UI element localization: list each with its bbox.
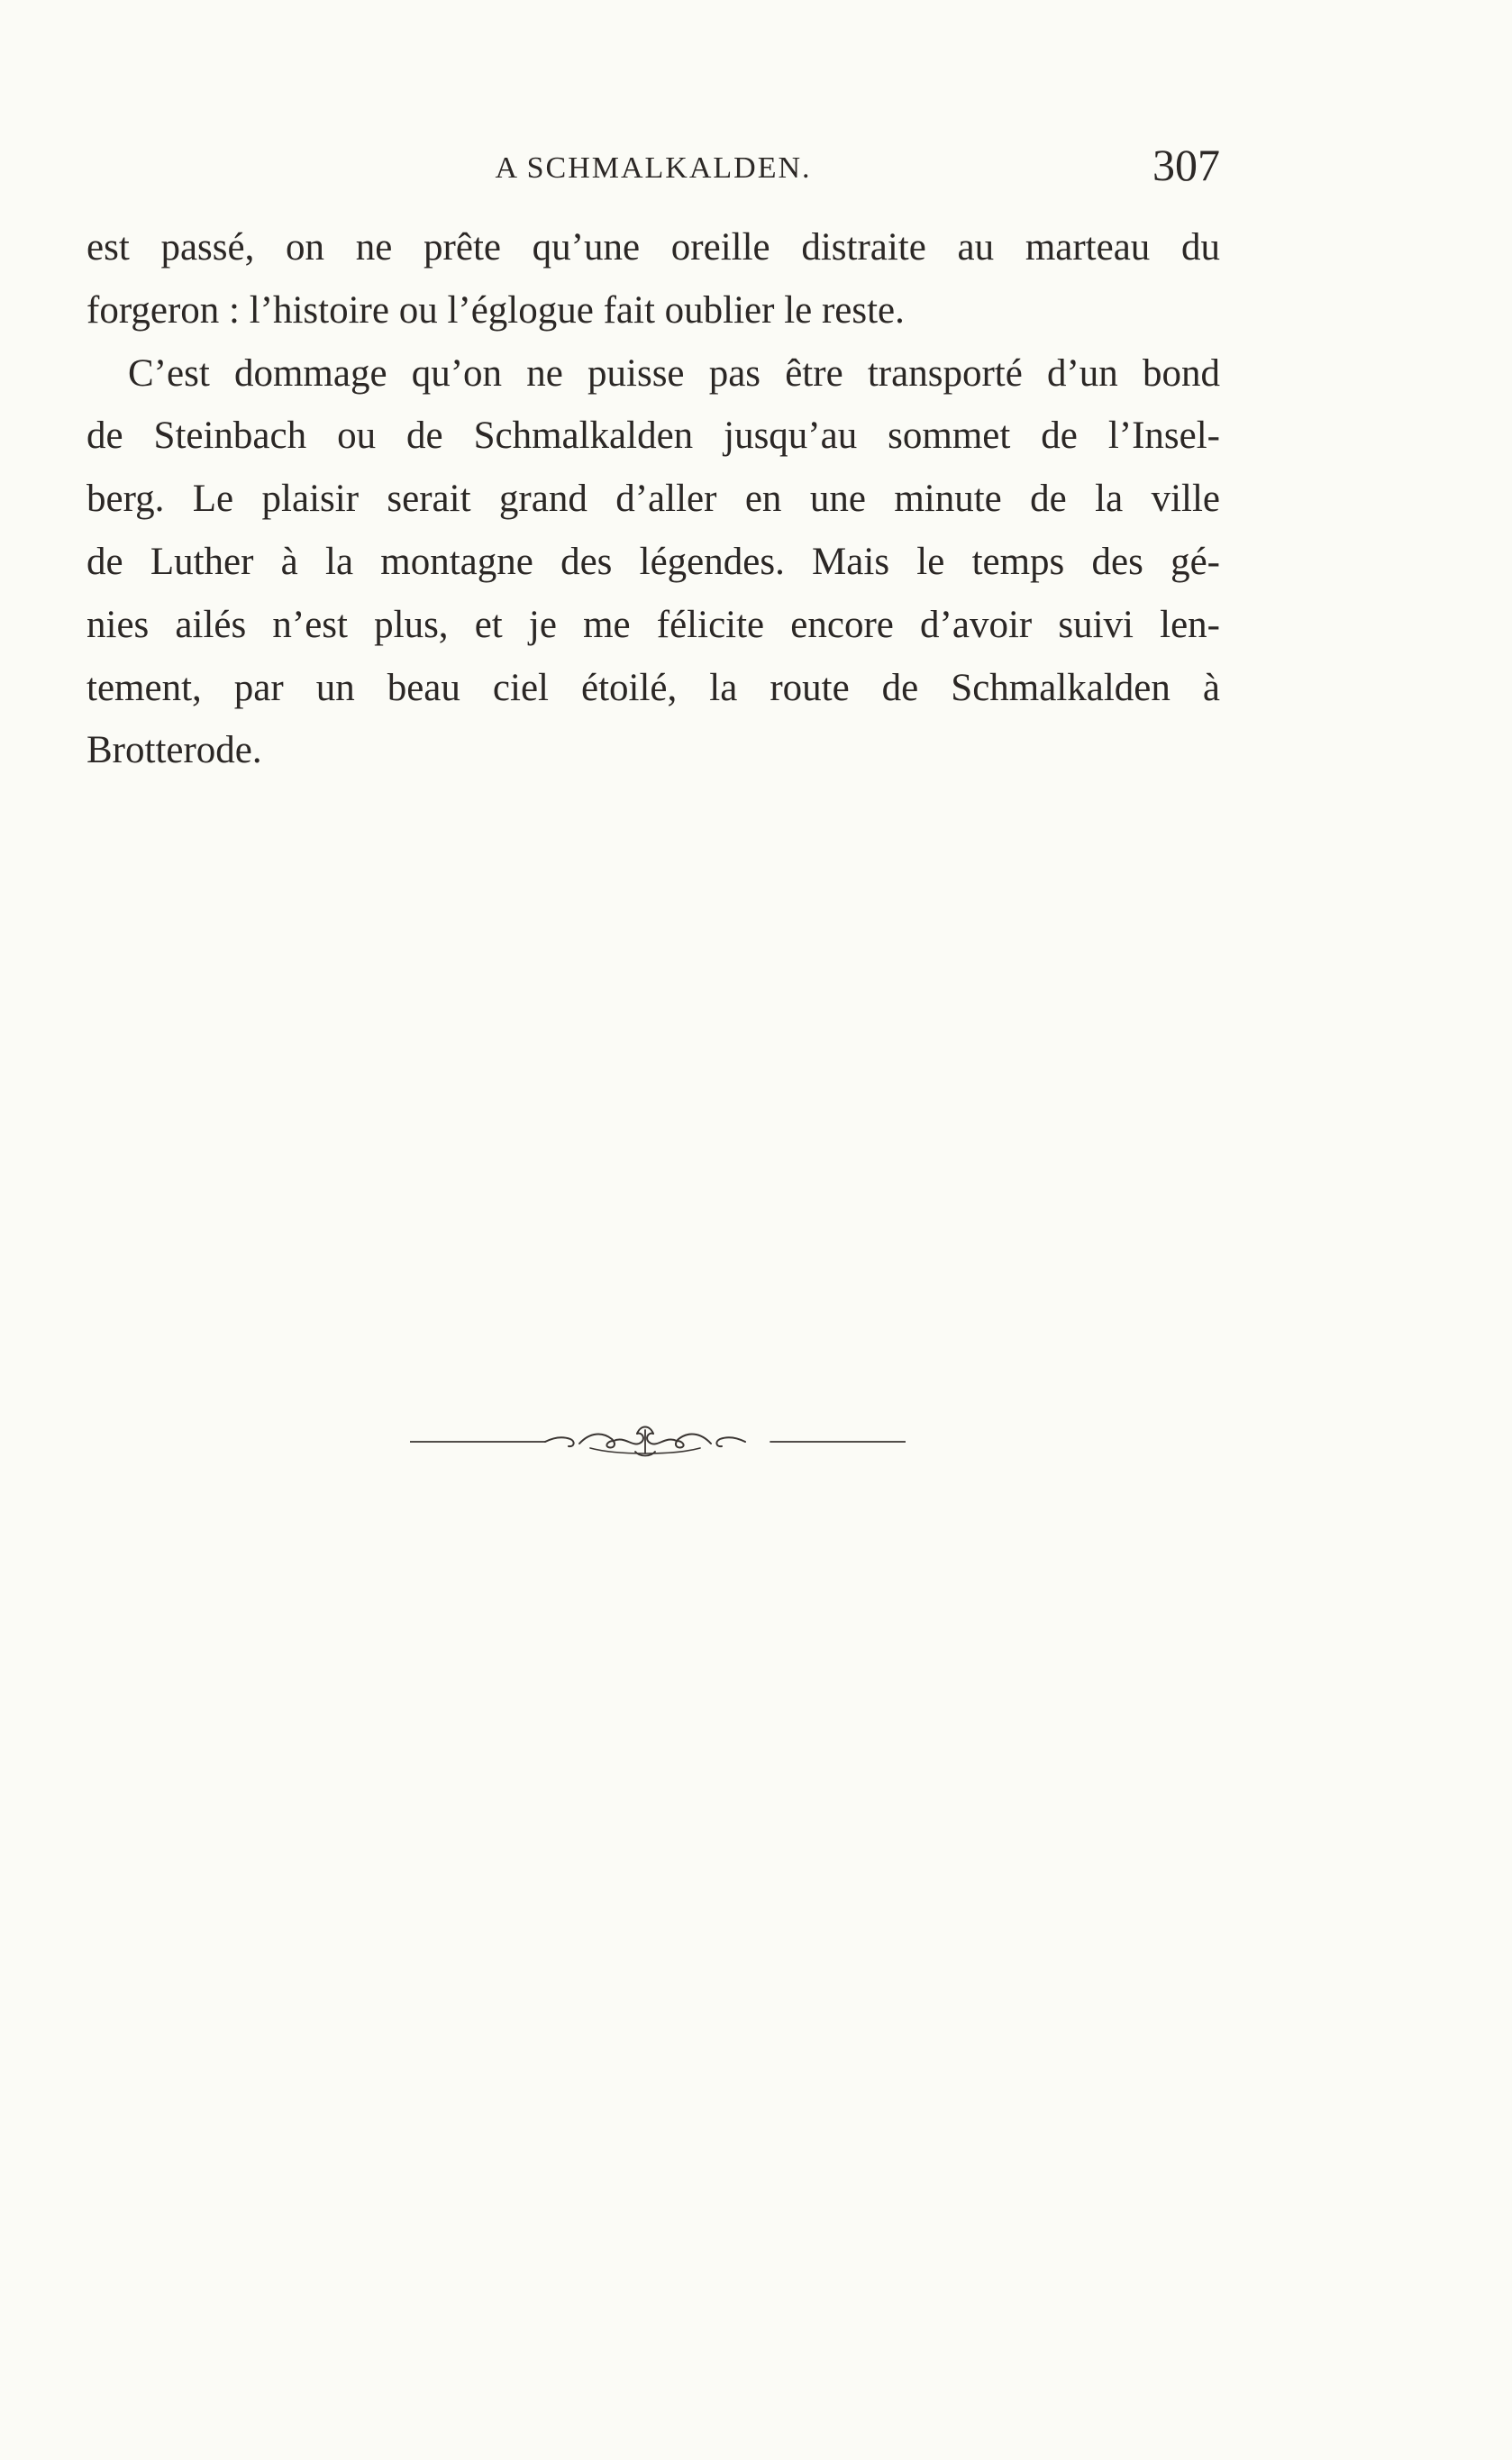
paragraph-1 [87,216,1220,342]
paragraph-2 [87,342,1220,783]
text-line: forgeron : l’histoire ou l’églogue fait oublier le reste. [87,288,905,332]
text-line: nies ailés n’est plus, et je me félicite encore d’avoir suivi len- [87,603,1220,646]
tailpiece-flourish-icon [410,1419,906,1464]
body-text [87,216,1220,782]
text-line: de Luther à la montagne des légendes. Mais le temps des gé- [87,540,1220,583]
text-line: C’est dommage qu’on ne puisse pas être transporté d’un bond [128,351,1220,395]
text-line: est passé, on ne prête qu’une oreille distraite au marteau du [87,226,1220,269]
text-line: de Steinbach ou de Schmalkalden jusqu’au sommet de l’Insel- [87,415,1220,458]
running-title: A SCHMALKALDEN. [495,151,812,185]
running-head [87,133,1220,196]
text-line: tement, par un beau ciel étoilé, la route de Schmalkalden à [87,666,1220,709]
text-line: berg. Le plaisir serait grand d’aller en une minute de la ville [87,478,1220,521]
text-line: Brotterode. [87,729,262,772]
page-number: 307 [1152,140,1220,190]
